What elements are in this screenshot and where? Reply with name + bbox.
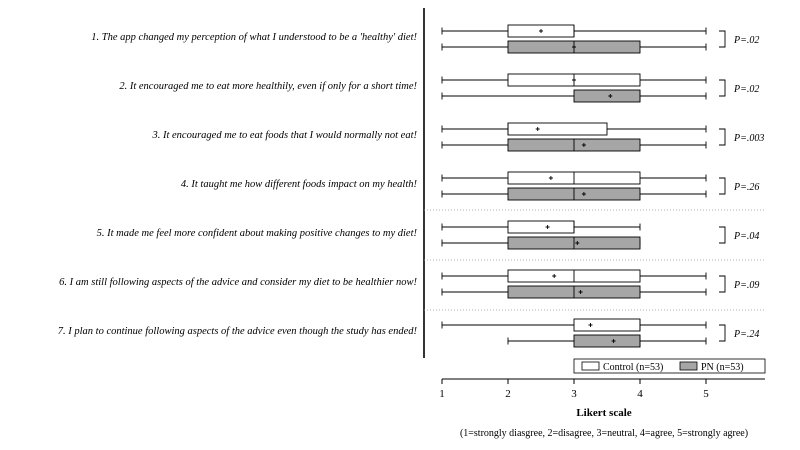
iqr-box (508, 123, 607, 135)
p-bracket (719, 31, 725, 47)
question-label: 1. The app changed my perception of what I understood to be a 'healthy' diet! (91, 32, 417, 43)
x-tick-label: 4 (637, 388, 643, 400)
p-bracket (719, 129, 725, 145)
question-group-1 (91, 25, 759, 53)
iqr-box (574, 90, 640, 102)
p-value-label: P=.003 (734, 133, 765, 144)
control-box (442, 172, 706, 184)
control-box (442, 123, 706, 135)
x-axis-title: Likert scale (576, 407, 632, 419)
question-group-5 (97, 221, 760, 249)
legend-label-control: Control (n=53) (603, 362, 664, 373)
x-tick-label: 5 (703, 388, 709, 400)
question-group-3 (151, 123, 764, 151)
iqr-box (574, 319, 640, 331)
question-group-2 (119, 74, 759, 102)
p-value-label: P=.24 (734, 329, 760, 340)
legend (574, 359, 765, 373)
pn-box (442, 237, 640, 249)
legend-swatch-control (582, 362, 599, 370)
x-tick-label: 1 (439, 388, 445, 400)
p-bracket (719, 227, 725, 243)
iqr-box (574, 335, 640, 347)
pn-box (442, 139, 706, 151)
control-box (442, 25, 706, 37)
control-box (442, 319, 706, 331)
x-axis (439, 379, 765, 439)
p-bracket (719, 325, 725, 341)
question-label: 3. It encouraged me to eat foods that I would normally not eat! (152, 130, 417, 141)
legend-swatch-pn (680, 362, 697, 370)
p-value-label: P=.02 (734, 84, 760, 95)
question-label: 7. I plan to continue following aspects of the advice even though the study has ended! (57, 326, 417, 337)
question-label: 2. It encouraged me to eat more healthily, even if only for a short time! (119, 81, 417, 92)
control-box (442, 270, 706, 282)
question-label: 5. It made me feel more confident about making positive changes to my diet! (96, 228, 417, 239)
p-bracket (719, 276, 725, 292)
iqr-box (508, 221, 574, 233)
question-group-4 (181, 172, 759, 200)
pn-box (442, 188, 706, 200)
control-box (442, 74, 706, 86)
x-axis-note: (1=strongly diasgree, 2=disagree, 3=neutral, 4=agree, 5=strongly agree) (459, 428, 749, 439)
pn-box (442, 286, 706, 298)
pn-box (442, 41, 706, 53)
p-bracket (719, 178, 725, 194)
x-tick-label: 3 (571, 388, 577, 400)
p-value-label: P=.04 (734, 231, 760, 242)
p-bracket (719, 80, 725, 96)
question-label: 4. It taught me how different foods impact on my health! (180, 179, 417, 190)
question-group-6 (59, 270, 759, 298)
pn-box (508, 335, 706, 347)
x-tick-label: 2 (505, 388, 511, 400)
p-value-label: P=.02 (734, 35, 760, 46)
legend-label-pn: PN (n=53) (701, 362, 744, 373)
question-group-7 (58, 319, 760, 347)
control-box (442, 221, 640, 233)
pn-box (442, 90, 706, 102)
p-value-label: P=.26 (734, 182, 760, 193)
p-value-label: P=.09 (734, 280, 760, 291)
question-label: 6. I am still following aspects of the advice and consider my diet to be healthier now! (59, 277, 417, 288)
